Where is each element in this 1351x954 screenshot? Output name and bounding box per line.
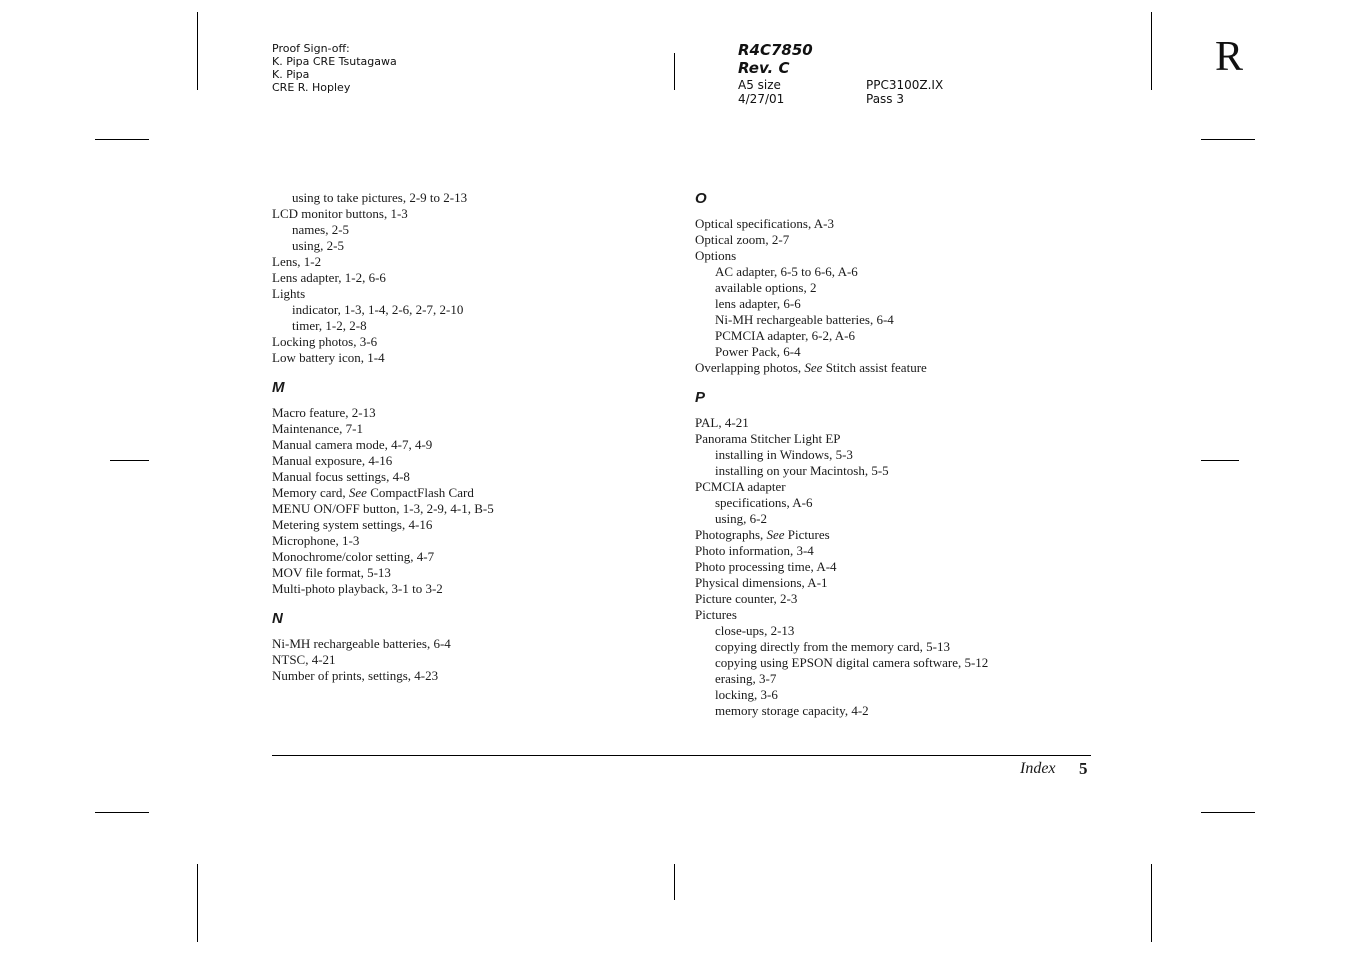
- index-entry: Picture counter, 2-3: [695, 591, 798, 606]
- index-subentry: copying using EPSON digital camera software, 5-12: [715, 655, 989, 670]
- index-subentry: indicator, 1-3, 1-4, 2-6, 2-7, 2-10: [292, 302, 464, 317]
- index-entry: MENU ON/OFF button, 1-3, 2-9, 4-1, B-5: [272, 501, 494, 516]
- see-target: Pictures: [784, 527, 830, 542]
- index-section-letter: P: [695, 389, 706, 406]
- index-column-right: [695, 190, 988, 719]
- index-subentry: lens adapter, 6-6: [715, 296, 801, 311]
- crop-mark: [197, 12, 198, 90]
- doc-meta-left: [738, 78, 784, 106]
- index-subentry: using to take pictures, 2-9 to 2-13: [292, 190, 468, 205]
- doc-code-block: [738, 41, 813, 77]
- index-entry: Monochrome/color setting, 4-7: [272, 549, 435, 564]
- index-entry: Locking photos, 3-6: [272, 334, 378, 349]
- index-entry: Optical zoom, 2-7: [695, 232, 790, 247]
- index-entry: Metering system settings, 4-16: [272, 517, 433, 532]
- index-entry: Lens adapter, 1-2, 6-6: [272, 270, 386, 285]
- crop-mark: [1151, 12, 1152, 90]
- index-entry: Maintenance, 7-1: [272, 421, 363, 436]
- index-entry: Physical dimensions, A-1: [695, 575, 828, 590]
- index-column-left: [272, 190, 494, 684]
- index-entry: Pictures: [695, 607, 737, 622]
- doc-code: R4C7850: [738, 41, 813, 59]
- index-entry: Manual focus settings, 4-8: [272, 469, 410, 484]
- doc-size: A5 size: [738, 78, 781, 92]
- index-entry: Macro feature, 2-13: [272, 405, 376, 420]
- index-subentry: Ni-MH rechargeable batteries, 6-4: [715, 312, 894, 327]
- page-number: 5: [1079, 759, 1088, 778]
- index-subentry: AC adapter, 6-5 to 6-6, A-6: [715, 264, 858, 279]
- proof-signoff: [272, 42, 397, 94]
- proof-line: Proof Sign-off:: [272, 42, 350, 55]
- crop-mark: [674, 53, 675, 90]
- crop-mark: [95, 812, 149, 813]
- index-entry: [272, 485, 494, 501]
- index-subentry: erasing, 3-7: [715, 671, 777, 686]
- index-subentry: available options, 2: [715, 280, 817, 295]
- index-entry: Photo processing time, A-4: [695, 559, 837, 574]
- index-entry: Microphone, 1-3: [272, 533, 360, 548]
- entry-text: Photographs,: [695, 527, 767, 542]
- entry-text: Overlapping photos,: [695, 360, 805, 375]
- index-subentry: PCMCIA adapter, 6-2, A-6: [715, 328, 855, 343]
- index-entry: Number of prints, settings, 4-23: [272, 668, 439, 683]
- see-reference: See: [766, 527, 785, 542]
- see-reference: See: [348, 485, 367, 500]
- index-section-letter: O: [695, 190, 707, 207]
- index-entry: Photo information, 3-4: [695, 543, 814, 558]
- index-entry: Low battery icon, 1-4: [272, 350, 385, 365]
- index-entry: Lights: [272, 286, 306, 301]
- index-subentry: close-ups, 2-13: [715, 623, 795, 638]
- index-entry: Manual camera mode, 4-7, 4-9: [272, 437, 433, 452]
- index-subentry: installing in Windows, 5-3: [715, 447, 853, 462]
- index-entry: Optical specifications, A-3: [695, 216, 834, 231]
- index-entry: [695, 527, 988, 543]
- index-subentry: timer, 1-2, 2-8: [292, 318, 367, 333]
- index-subentry: locking, 3-6: [715, 687, 778, 702]
- index-subentry: using, 6-2: [715, 511, 767, 526]
- index-section-letter: M: [272, 379, 285, 396]
- doc-revision: Rev. C: [738, 59, 790, 77]
- proof-line: K. Pipa: [272, 68, 310, 81]
- crop-mark: [1151, 864, 1152, 942]
- crop-mark: [110, 460, 149, 461]
- index-entry: Lens, 1-2: [272, 254, 322, 269]
- index-subentry: names, 2-5: [292, 222, 350, 237]
- crop-mark: [95, 139, 149, 140]
- doc-pass: Pass 3: [866, 92, 905, 106]
- index-entry: Options: [695, 248, 737, 263]
- entry-text: Memory card,: [272, 485, 349, 500]
- see-target: Stitch assist feature: [822, 360, 927, 375]
- doc-file: PPC3100Z.IX: [866, 78, 944, 92]
- index-section-letter: N: [272, 610, 283, 627]
- see-reference: See: [804, 360, 823, 375]
- doc-date: 4/27/01: [738, 92, 785, 106]
- index-entry: [695, 360, 988, 376]
- index-subentry: specifications, A-6: [715, 495, 813, 510]
- index-entry: LCD monitor buttons, 1-3: [272, 206, 408, 221]
- index-entry: Multi-photo playback, 3-1 to 3-2: [272, 581, 443, 596]
- crop-mark: [1201, 460, 1239, 461]
- index-subentry: Power Pack, 6-4: [715, 344, 801, 359]
- see-target: CompactFlash Card: [366, 485, 474, 500]
- index-subentry: memory storage capacity, 4-2: [715, 703, 869, 718]
- crop-mark: [1201, 139, 1255, 140]
- crop-mark: [674, 864, 675, 900]
- index-entry: Ni-MH rechargeable batteries, 6-4: [272, 636, 451, 651]
- footer-section-label: Index: [1020, 760, 1056, 777]
- crop-mark: [1201, 812, 1255, 813]
- crop-mark: [197, 864, 198, 942]
- index-entry: PCMCIA adapter: [695, 479, 786, 494]
- side-letter: R: [1215, 34, 1244, 80]
- footer-rule: [272, 755, 1091, 756]
- index-subentry: installing on your Macintosh, 5-5: [715, 463, 889, 478]
- index-entry: Manual exposure, 4-16: [272, 453, 393, 468]
- index-entry: MOV file format, 5-13: [272, 565, 391, 580]
- doc-meta-right: [866, 78, 943, 106]
- index-subentry: copying directly from the memory card, 5-13: [715, 639, 951, 654]
- index-subentry: using, 2-5: [292, 238, 344, 253]
- proof-line: CRE R. Hopley: [272, 81, 351, 94]
- proof-line: K. Pipa CRE Tsutagawa: [272, 55, 397, 68]
- index-entry: Panorama Stitcher Light EP: [695, 431, 841, 446]
- index-entry: NTSC, 4-21: [272, 652, 336, 667]
- index-entry: PAL, 4-21: [695, 415, 749, 430]
